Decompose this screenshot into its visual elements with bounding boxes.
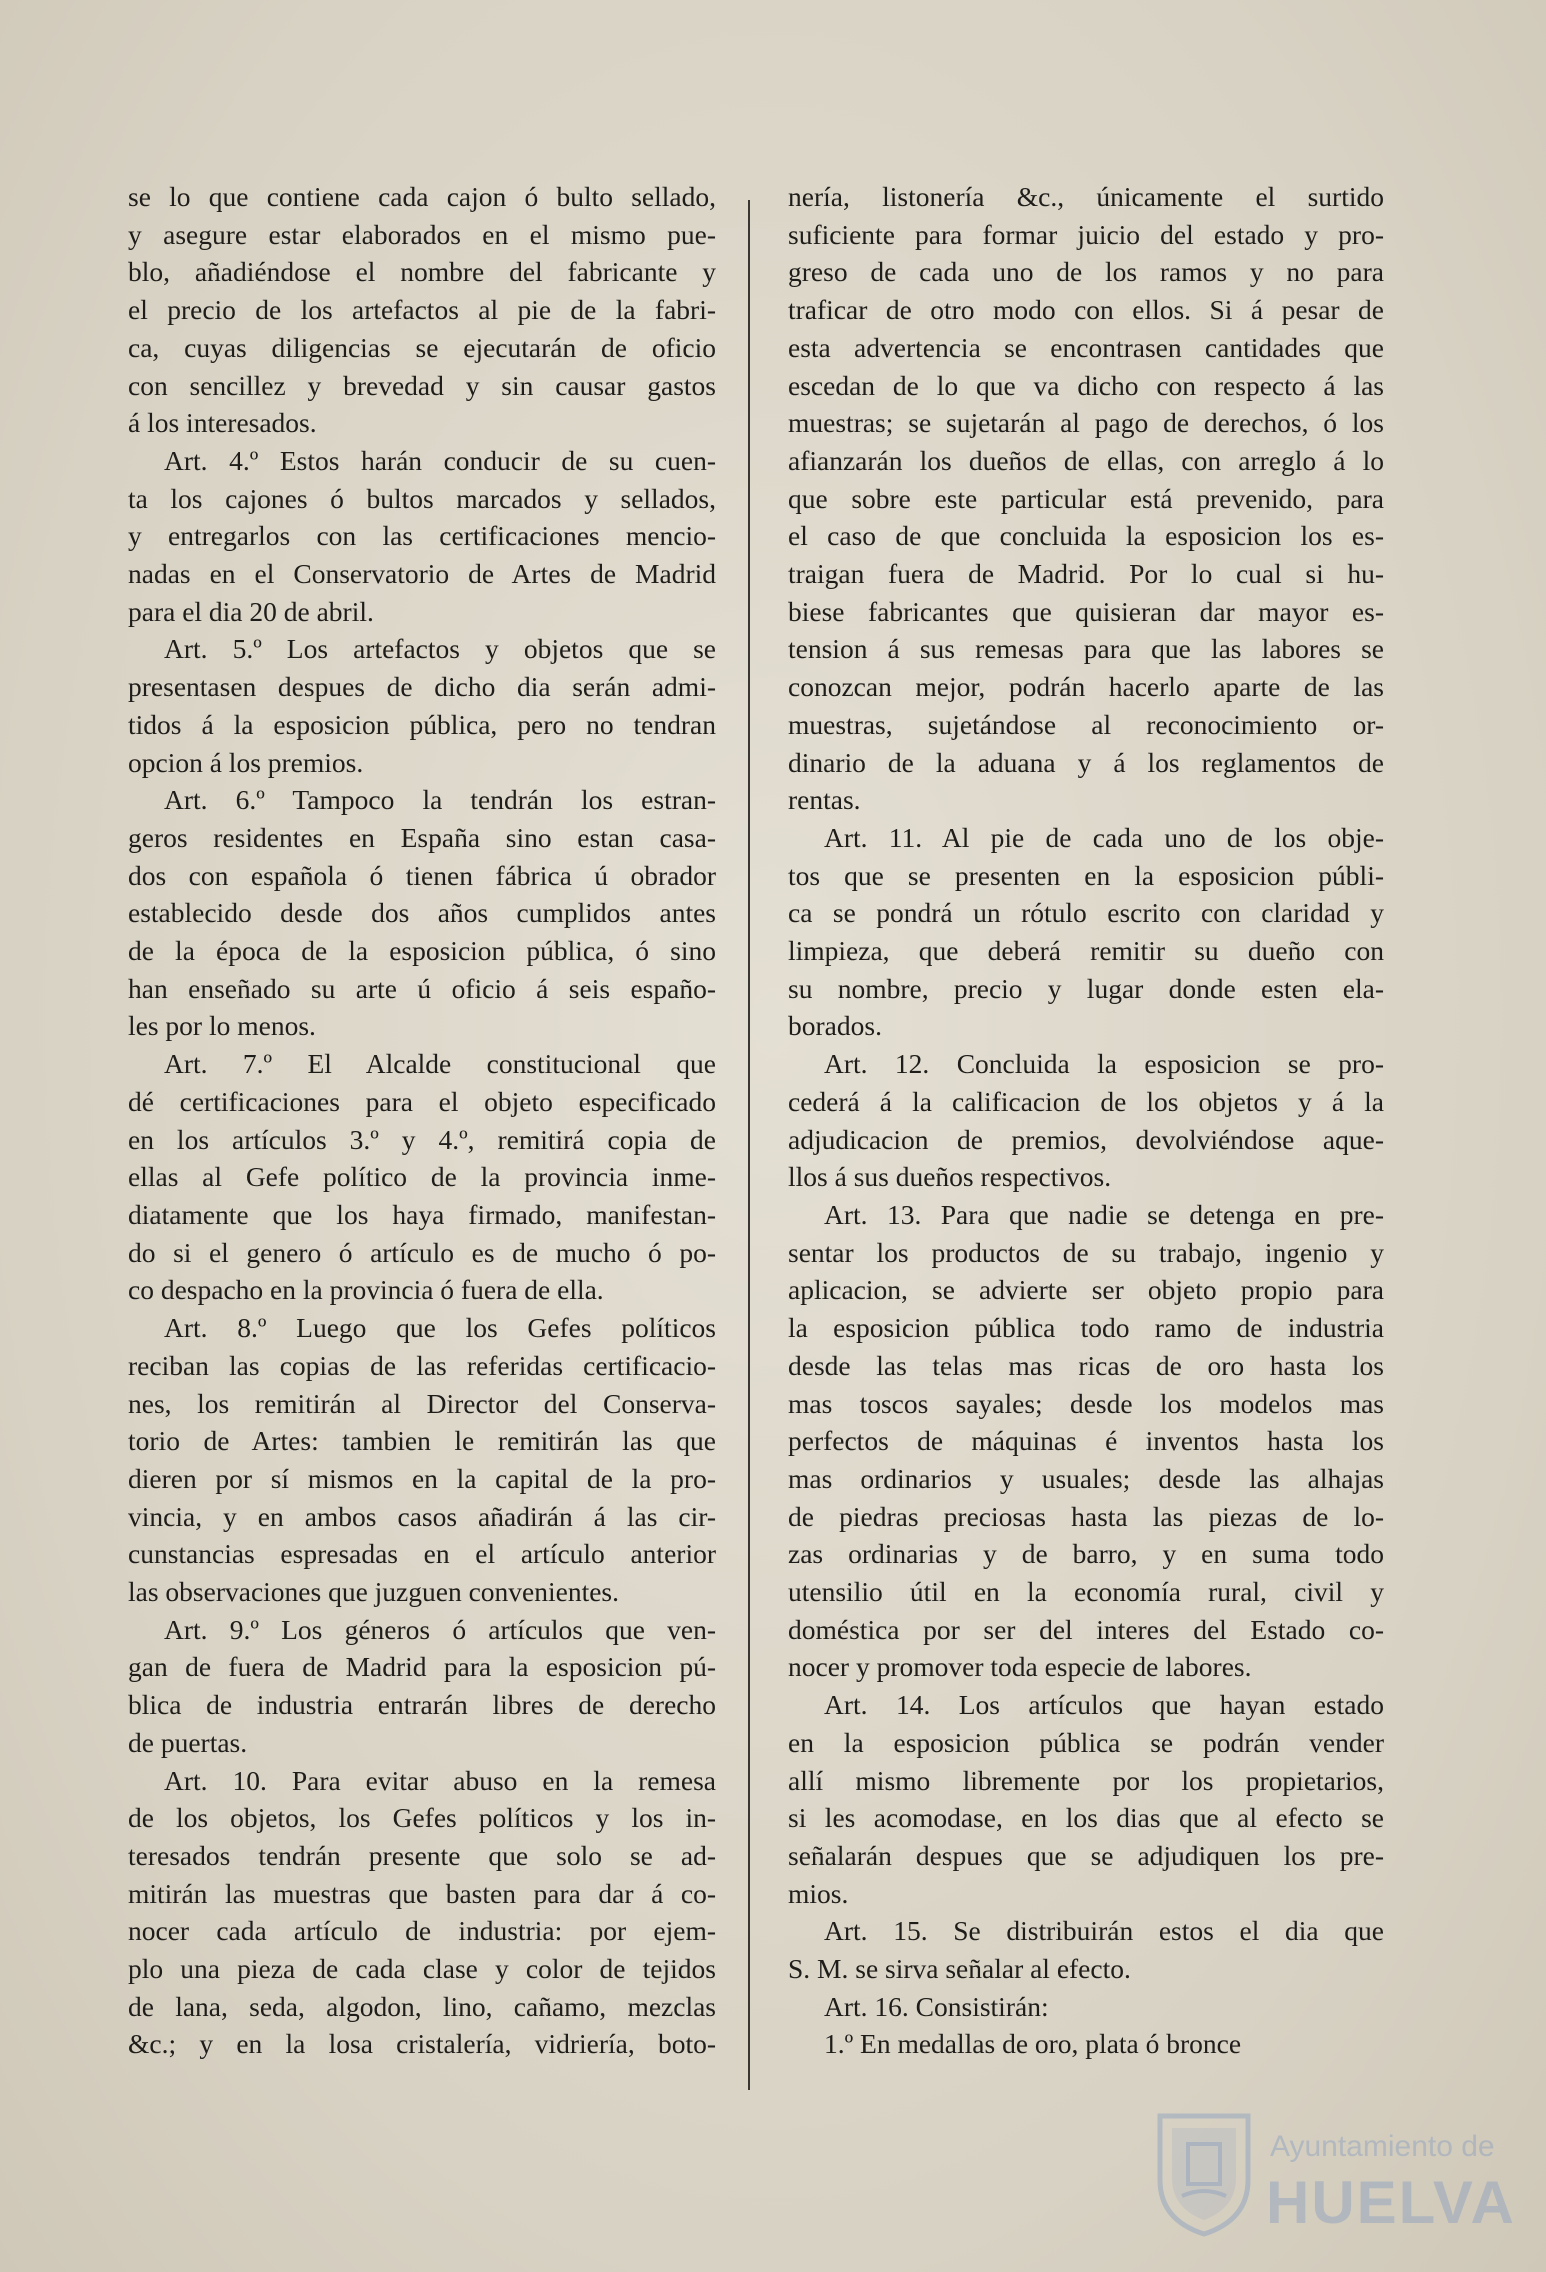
text-line: tos que se presenten en la esposicion públi- (788, 859, 1384, 891)
text-line: nocer cada artículo de industria: por ejem- (128, 1915, 716, 1947)
text-line: señalarán despues que se adjudiquen los pre- (788, 1839, 1384, 1871)
text-line: rentas. (788, 784, 861, 816)
article-heading-line: Art. 10. Para evitar abuso en la remesa (164, 1764, 716, 1796)
text-line: reciban las copias de las referidas certificacio- (128, 1349, 716, 1381)
text-line: el caso de que concluida la esposicion los es- (788, 520, 1384, 552)
text-line: nes, los remitirán al Director del Conserva- (128, 1387, 716, 1419)
text-line: tidos á la esposicion pública, pero no tendran (128, 708, 716, 740)
text-line: limpieza, que deberá remitir su dueño con (788, 935, 1384, 967)
text-line: blica de industria entrarán libres de derecho (128, 1689, 716, 1721)
text-line: si les acomodase, en los dias que al efecto se (788, 1802, 1384, 1834)
text-line: traigan fuera de Madrid. Por lo cual si hu- (788, 558, 1384, 590)
text-line: de piedras preciosas hasta las piezas de lo- (788, 1500, 1384, 1532)
article-heading-line: Art. 13. Para que nadie se detenga en pre- (824, 1198, 1384, 1230)
article-heading-line: Art. 9.º Los géneros ó artículos que ven- (164, 1613, 716, 1645)
article-heading-line: Art. 14. Los artículos que hayan estado (824, 1689, 1384, 1721)
bleed-through-header (60, 108, 1500, 178)
text-line: dieren por sí mismos en la capital de la pro- (128, 1462, 716, 1494)
text-line: utensilio útil en la economía rural, civil y (788, 1576, 1384, 1608)
text-line: nería, listonería &c., únicamente el surtido (788, 181, 1384, 212)
article-heading-line: Art. 6.º Tampoco la tendrán los estran- (164, 784, 716, 816)
text-line: ca se pondrá un rótulo escrito con claridad y (788, 897, 1384, 929)
text-line: greso de cada uno de los ramos y no para (788, 256, 1384, 288)
text-line: zas ordinarias y de barro, y en suma todo (788, 1538, 1384, 1570)
right-column (788, 178, 1384, 2063)
text-line: allí mismo libremente por los propietarios, (788, 1764, 1384, 1796)
text-line: con sencillez y brevedad y sin causar gastos (128, 369, 716, 401)
text-line: &c.; y en la losa cristalería, vidriería, boto- (128, 2028, 716, 2060)
text-line: de los objetos, los Gefes políticos y los in- (128, 1802, 716, 1834)
text-line: para el dia 20 de abril. (128, 595, 374, 627)
text-line: y entregarlos con las certificaciones mencio- (128, 520, 716, 552)
text-line: conozcan mejor, podrán hacerlo aparte de las (788, 671, 1384, 703)
article-heading-line: Art. 16. Consistirán: (824, 1990, 1049, 2022)
text-line: que sobre este particular está prevenido, para (788, 482, 1384, 514)
text-line: teresados tendrán presente que solo se ad- (128, 1839, 716, 1871)
text-line: co despacho en la provincia ó fuera de ella. (128, 1274, 604, 1306)
text-line: llos á sus dueños respectivos. (788, 1161, 1112, 1193)
text-line: cunstancias espresadas en el artículo anterior (128, 1538, 716, 1570)
text-line: sentar los productos de su trabajo, ingenio y (788, 1236, 1384, 1268)
watermark-line2: HUELVA (1266, 2169, 1516, 2236)
article-heading-line: Art. 8.º Luego que los Gefes políticos (164, 1312, 716, 1344)
text-line: en la esposicion pública se podrán vender (788, 1726, 1384, 1758)
text-line: cederá á la calificacion de los objetos y á la (788, 1085, 1384, 1117)
text-line: ca, cuyas diligencias se ejecutarán de oficio (128, 331, 716, 363)
archive-watermark (1130, 2088, 1530, 2258)
text-line: dé certificaciones para el objeto especificado (128, 1085, 716, 1117)
text-line: doméstica por ser del interes del Estado co- (788, 1613, 1384, 1645)
text-line: de lana, seda, algodon, lino, cañamo, mezclas (128, 1990, 716, 2022)
text-line: presentasen despues de dicho dia serán admi- (128, 671, 716, 703)
text-line: diatamente que los haya firmado, manifestan- (128, 1198, 716, 1230)
text-line: muestras; se sujetarán al pago de derechos, ó los (788, 407, 1384, 439)
article-heading-line: Art. 11. Al pie de cada uno de los obje- (824, 821, 1384, 853)
text-line: á los interesados. (128, 407, 317, 439)
article-heading-line: Art. 12. Concluida la esposicion se pro- (824, 1048, 1384, 1080)
text-line: borados. (788, 1010, 882, 1042)
text-line: muestras, sujetándose al reconocimiento or- (788, 708, 1384, 740)
huelva-coat-of-arms-icon (1152, 2110, 1256, 2238)
column-divider (748, 200, 750, 2090)
text-line: gan de fuera de Madrid para la esposicion pú- (128, 1651, 716, 1683)
text-line: traficar de otro modo con ellos. Si á pesar de (788, 294, 1384, 326)
text-line: mas ordinarios y usuales; desde las alhajas (788, 1462, 1384, 1494)
text-line: nocer y promover toda especie de labores. (788, 1651, 1252, 1683)
text-line: ta los cajones ó bultos marcados y sellados, (128, 482, 716, 514)
watermark-line1: Ayuntamiento de (1270, 2130, 1495, 2163)
text-line: geros residentes en España sino estan casa- (128, 821, 716, 853)
text-line: afianzarán los dueños de ellas, con arreglo á lo (788, 444, 1384, 476)
text-line: les por lo menos. (128, 1010, 316, 1042)
text-line: las observaciones que juzguen convenientes. (128, 1576, 620, 1608)
text-line: nadas en el Conservatorio de Artes de Madrid (128, 558, 716, 590)
left-column (128, 178, 716, 2063)
text-line: de puertas. (128, 1726, 248, 1758)
text-line: dos con española ó tienen fábrica ú obrador (128, 859, 716, 891)
text-line: desde las telas mas ricas de oro hasta los (788, 1349, 1384, 1381)
text-line: mas toscos sayales; desde los modelos mas (788, 1387, 1384, 1419)
article-heading-line: Art. 4.º Estos harán conducir de su cuen- (164, 444, 716, 476)
text-line: dinario de la aduana y á los reglamentos de (788, 746, 1384, 778)
article-heading-line: Art. 7.º El Alcalde constitucional que (164, 1048, 716, 1080)
text-line: esta advertencia se encontrasen cantidades que (788, 331, 1384, 363)
text-line: do si el genero ó artículo es de mucho ó po- (128, 1236, 716, 1268)
text-line: plo una pieza de cada clase y color de tejidos (128, 1953, 716, 1985)
text-line: adjudicacion de premios, devolviéndose aque- (788, 1123, 1384, 1155)
text-line: 1.º En medallas de oro, plata ó bronce (824, 2028, 1242, 2060)
text-line: tension á sus remesas para que las labores se (788, 633, 1384, 665)
text-line: S. M. se sirva señalar al efecto. (788, 1953, 1131, 1985)
text-line: biese fabricantes que quisieran dar mayor es- (788, 595, 1384, 627)
text-line: en los artículos 3.º y 4.º, remitirá copia de (128, 1123, 716, 1155)
article-heading-line: Art. 5.º Los artefactos y objetos que se (164, 633, 716, 665)
text-line: perfectos de máquinas é inventos hasta los (788, 1425, 1384, 1457)
text-line: escedan de lo que va dicho con respecto á las (788, 369, 1384, 401)
text-line: mios. (788, 1877, 849, 1909)
text-line: su nombre, precio y lugar donde esten ela- (788, 972, 1384, 1004)
text-line: aplicacion, se advierte ser objeto propio para (788, 1274, 1384, 1306)
article-heading-line: Art. 15. Se distribuirán estos el dia que (824, 1915, 1384, 1947)
text-line: han enseñado su arte ú oficio á seis españo- (128, 972, 716, 1004)
text-line: suficiente para formar juicio del estado y pro- (788, 218, 1384, 250)
text-line: la esposicion pública todo ramo de industria (788, 1312, 1384, 1344)
text-line: y asegure estar elaborados en el mismo pue- (128, 218, 716, 250)
text-line: mitirán las muestras que basten para dar á co- (128, 1877, 716, 1909)
text-line: torio de Artes: tambien le remitirán las que (128, 1425, 716, 1457)
text-line: establecido desde dos años cumplidos antes (128, 897, 716, 929)
text-line: se lo que contiene cada cajon ó bulto sellado, (128, 181, 716, 212)
text-line: blo, añadiéndose el nombre del fabricante y (128, 256, 716, 288)
text-line: de la época de la esposicion pública, ó sino (128, 935, 716, 967)
text-line: vincia, y en ambos casos añadirán á las cir- (128, 1500, 716, 1532)
text-line: el precio de los artefactos al pie de la fabri- (128, 294, 716, 326)
text-line: ellas al Gefe político de la provincia inme- (128, 1161, 716, 1193)
text-line: opcion á los premios. (128, 746, 364, 778)
